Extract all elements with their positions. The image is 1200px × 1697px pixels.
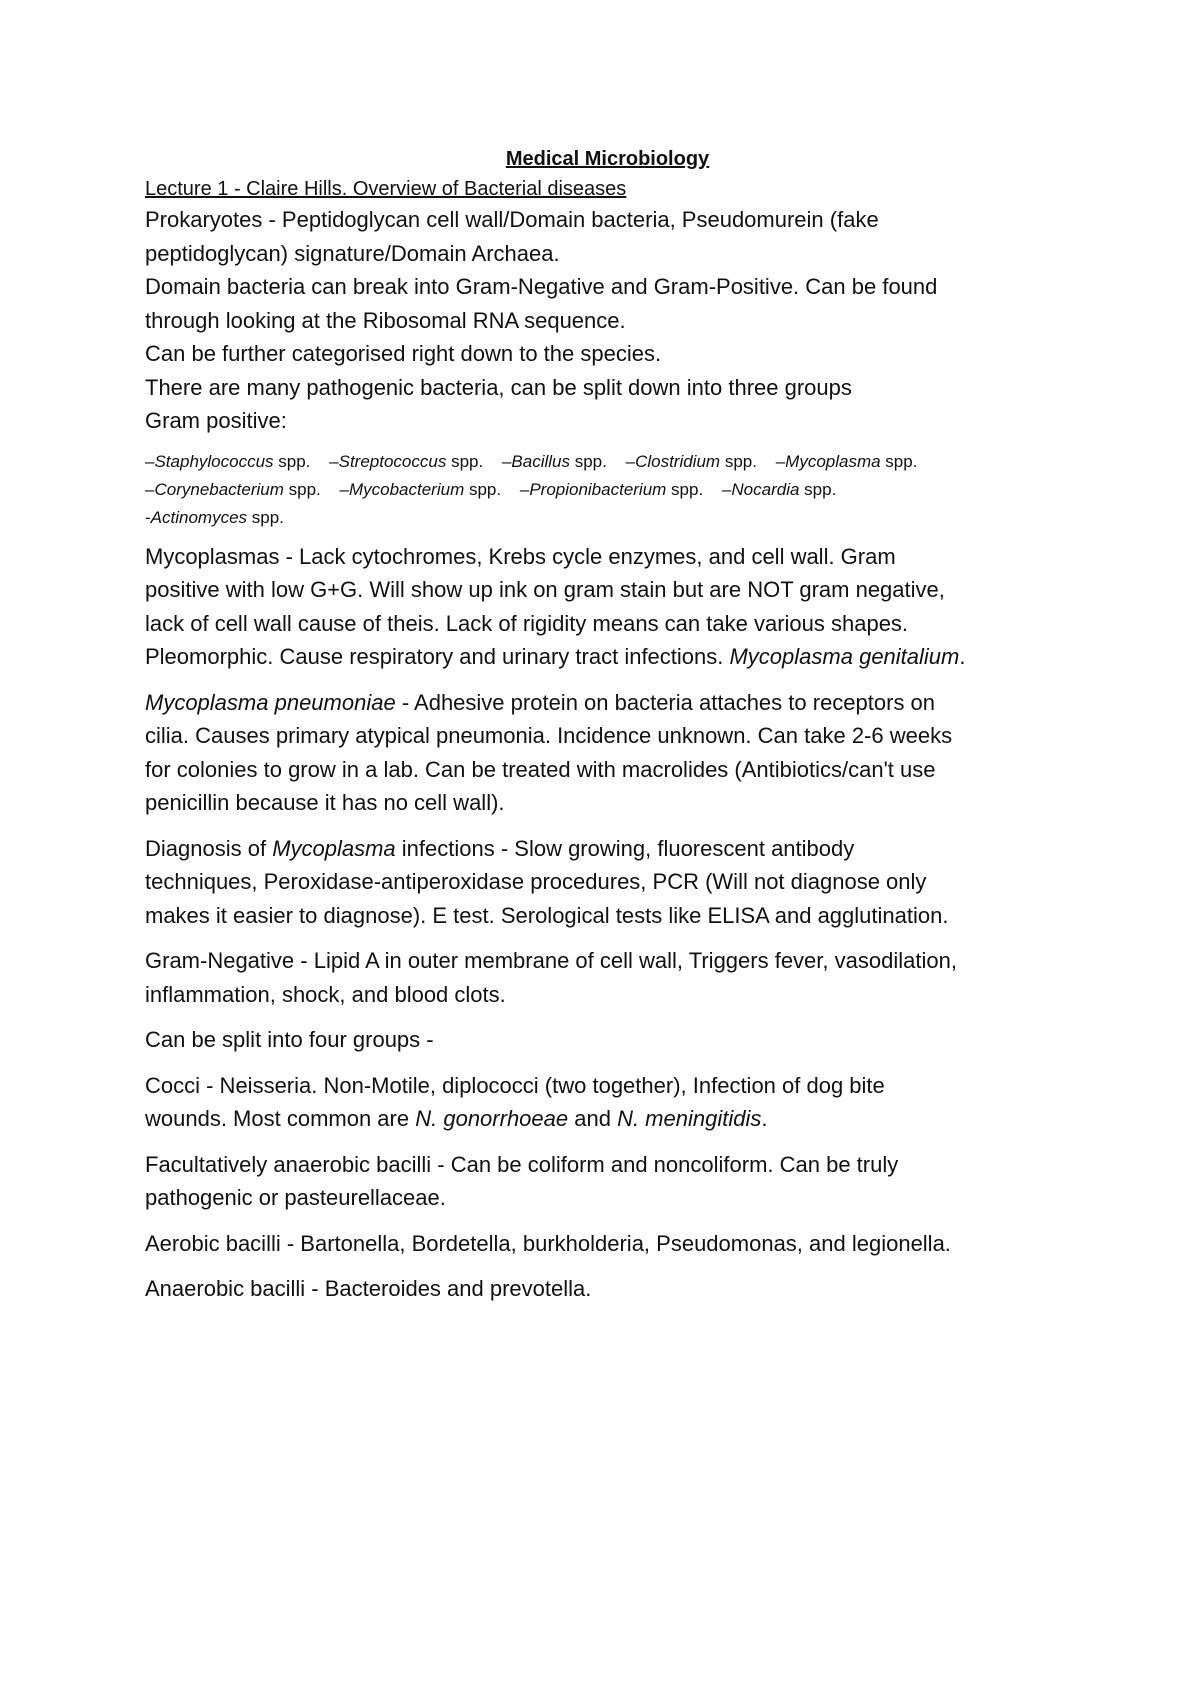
pneumoniae-paragraph	[145, 686, 1080, 820]
organism-item: –Propionibacterium spp.	[519, 479, 704, 499]
intro-line: Domain bacteria can break into Gram-Negative and Gram-Positive. Can be found	[145, 274, 938, 299]
intro-section	[145, 203, 1080, 438]
organism-item: -Actinomyces spp.	[145, 507, 284, 527]
gram-negative-paragraph	[145, 944, 1080, 1011]
organism-item: –Staphylococcus spp.	[145, 451, 311, 471]
organism-item: –Mycobacterium spp.	[339, 479, 502, 499]
paragraph-line: Diagnosis of Mycoplasma infections - Slow growing, fluorescent antibody	[145, 835, 855, 861]
organism-row	[145, 504, 1080, 532]
organism-row	[145, 448, 1080, 476]
organism-item: –Bacillus spp.	[501, 451, 607, 471]
aerobic-paragraph: Aerobic bacilli - Bartonella, Bordetella, burkholderia, Pseudomonas, and legionella.	[145, 1230, 951, 1256]
organism-row	[145, 476, 1080, 504]
gram-positive-list	[145, 448, 1080, 532]
four-groups-heading: Can be split into four groups -	[145, 1027, 434, 1052]
mycoplasmas-paragraph	[145, 540, 1080, 674]
paragraph-line: cilia. Causes primary atypical pneumonia. Incidence unknown. Can take 2-6 weeks	[145, 723, 953, 748]
gram-positive-heading: Gram positive:	[145, 408, 287, 433]
organism-item: –Streptococcus spp.	[329, 451, 484, 471]
intro-line: peptidoglycan) signature/Domain Archaea.	[145, 240, 560, 266]
paragraph-line: penicillin because it has no cell wall).	[145, 790, 505, 815]
paragraph-line: Facultatively anaerobic bacilli - Can be coliform and noncoliform. Can be truly	[145, 1151, 899, 1177]
paragraph-line: makes it easier to diagnose). E test. Serological tests like ELISA and agglutination.	[145, 902, 949, 928]
organism-item: –Nocardia spp.	[721, 479, 837, 499]
cocci-paragraph	[145, 1069, 1080, 1136]
paragraph-line: Mycoplasmas - Lack cytochromes, Krebs cycle enzymes, and cell wall. Gram	[145, 543, 896, 569]
organism-item: –Clostridium spp.	[625, 451, 757, 471]
lecture-subtitle: Lecture 1 - Claire Hills. Overview of Bacterial diseases	[145, 178, 627, 200]
paragraph-line: Pleomorphic. Cause respiratory and urinary tract infections. Mycoplasma genitalium.	[145, 644, 966, 669]
paragraph-line: Cocci - Neisseria. Non-Motile, diplococci (two together), Infection of dog bite	[145, 1072, 885, 1098]
paragraph-line: Mycoplasma pneumoniae - Adhesive protein on bacteria attaches to receptors on	[145, 689, 936, 715]
paragraph-line: techniques, Peroxidase-antiperoxidase procedures, PCR (Will not diagnose only	[145, 869, 927, 894]
facultative-paragraph	[145, 1148, 1080, 1215]
document-title: Medical Microbiology	[505, 148, 710, 170]
intro-line: Can be further categorised right down to the species.	[145, 341, 662, 366]
paragraph-line: wounds. Most common are N. gonorrhoeae and N. meningitidis.	[145, 1106, 768, 1131]
paragraph-line: lack of cell wall cause of theis. Lack of rigidity means can take various shapes.	[145, 610, 909, 636]
paragraph-line: positive with low G+G. Will show up ink on gram stain but are NOT gram negative,	[145, 577, 945, 602]
organism-item: –Mycoplasma spp.	[775, 451, 918, 471]
intro-line: There are many pathogenic bacteria, can be split down into three groups	[145, 374, 852, 400]
anaerobic-paragraph: Anaerobic bacilli - Bacteroides and prevotella.	[145, 1276, 592, 1301]
intro-line: Prokaryotes - Peptidoglycan cell wall/Domain bacteria, Pseudomurein (fake	[145, 207, 879, 232]
paragraph-line: for colonies to grow in a lab. Can be treated with macrolides (Antibiotics/can't use	[145, 756, 936, 782]
paragraph-line: Gram-Negative - Lipid A in outer membrane of cell wall, Triggers fever, vasodilation,	[145, 948, 957, 973]
organism-item: –Corynebacterium spp.	[145, 479, 321, 499]
intro-line: through looking at the Ribosomal RNA sequence.	[145, 307, 626, 333]
paragraph-line: pathogenic or pasteurellaceae.	[145, 1185, 446, 1210]
paragraph-line: inflammation, shock, and blood clots.	[145, 981, 506, 1007]
diagnosis-paragraph	[145, 832, 1080, 933]
